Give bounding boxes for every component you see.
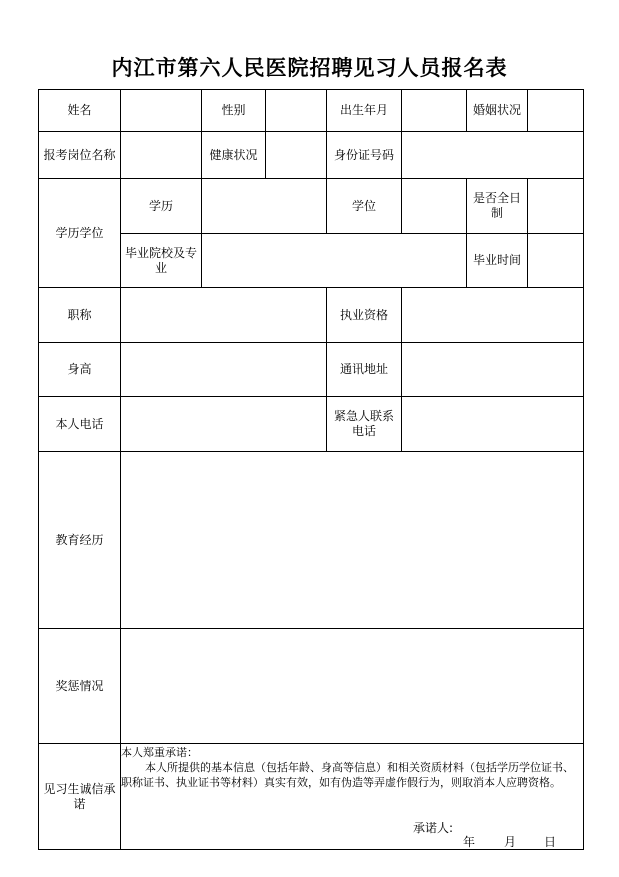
marital-label: 婚姻状况: [472, 103, 521, 117]
education-field[interactable]: [202, 179, 326, 233]
month-label: 月: [504, 835, 517, 849]
full-time-field[interactable]: [528, 179, 583, 233]
form-title: 内江市第六人民医院招聘见习人员报名表: [111, 55, 508, 80]
address-field[interactable]: [402, 343, 583, 396]
id-number-field[interactable]: [402, 132, 583, 178]
health-label: 健康状况: [209, 147, 258, 162]
grad-time-label: 毕业时间: [472, 253, 521, 267]
phone-label: 本人电话: [55, 416, 104, 431]
edu-history-label: 教育经历: [55, 532, 104, 547]
position-label: 报考岗位名称: [43, 147, 116, 162]
name-field[interactable]: [121, 90, 201, 131]
license-field[interactable]: [402, 288, 583, 342]
edu-history-field[interactable]: [121, 452, 583, 628]
full-time-label: 是否全日制: [473, 191, 522, 220]
rewards-field[interactable]: [121, 629, 583, 743]
signer-label: 承诺人:: [413, 821, 454, 835]
title-rank-label: 职称: [67, 307, 92, 322]
birth-field[interactable]: [402, 90, 466, 131]
phone-field[interactable]: [121, 397, 326, 451]
address-label: 通讯地址: [339, 362, 388, 376]
gender-field[interactable]: [266, 90, 326, 131]
height-field[interactable]: [121, 343, 326, 396]
signer-field[interactable]: [458, 816, 578, 834]
grad-time-field[interactable]: [528, 234, 583, 287]
school-major-field[interactable]: [202, 234, 466, 287]
integrity-label: 见习生诚信承诺: [43, 781, 116, 811]
degree-field[interactable]: [402, 179, 466, 233]
day-label: 日: [544, 835, 557, 849]
year-label: 年: [463, 835, 476, 849]
name-label: 姓名: [67, 103, 92, 117]
emergency-field[interactable]: [402, 397, 583, 451]
position-field[interactable]: [121, 132, 201, 178]
height-label: 身高: [67, 362, 92, 376]
emergency-label: 紧急人联系电话: [333, 409, 394, 438]
education-degree-label: 学历学位: [55, 225, 104, 240]
pledge-text: [121, 745, 581, 790]
rewards-label: 奖惩情况: [55, 678, 104, 693]
degree-label: 学位: [351, 198, 376, 213]
education-label: 学历: [148, 198, 173, 213]
pledge-body: 本人所提供的基本信息（包括年龄、身高等信息）和相关资质材料（包括学历学位证书、职称证书、执业证书等材料）真实有效，如有伪造等弄虚作假行为，则取消本人应聘资格。: [121, 761, 574, 789]
title-rank-field[interactable]: [121, 288, 326, 342]
health-field[interactable]: [266, 132, 326, 178]
pledge-heading: 本人郑重承诺：: [121, 746, 198, 759]
marital-field[interactable]: [528, 90, 583, 131]
school-major-label: 毕业院校及专业: [125, 245, 198, 275]
license-label: 执业资格: [339, 307, 388, 322]
id-number-label: 身份证号码: [333, 147, 394, 162]
birth-label: 出生年月: [339, 103, 388, 117]
gender-label: 性别: [221, 103, 246, 117]
